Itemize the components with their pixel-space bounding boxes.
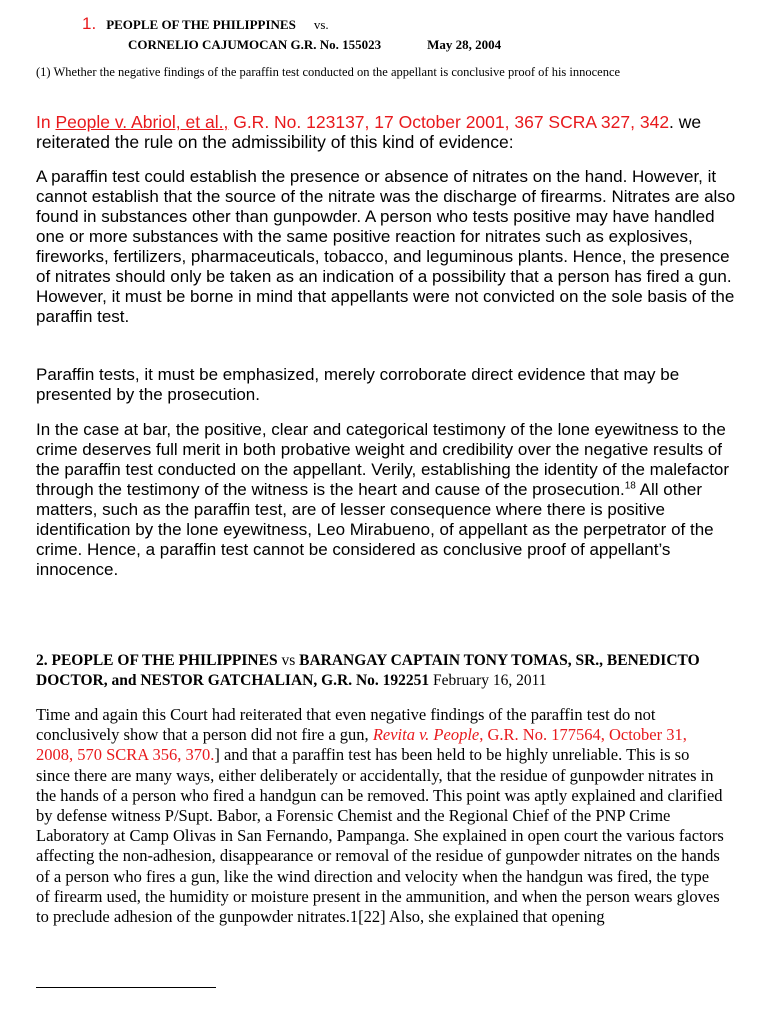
case2-date: February 16, 2011 [433, 672, 547, 689]
para3-text-c: conclusive proof of appellant’s innocence [36, 540, 671, 579]
case1-paragraph-3 [36, 420, 736, 580]
case2-number: 2. [36, 652, 48, 669]
para3-text-b: All other matters, such as the paraffin test, are of lesser consequence where there is positive identification by the lone eyewitness, Leo Mirabueno, of appellant as the perpetrator of the crime. Hence, a paraffin test cannot be considered as [36, 480, 714, 559]
citation-rest: . we reiterated the rule on the admissibility of this kind of evidence: [36, 112, 702, 152]
case1-citation-line [36, 112, 750, 152]
citation-ref: G.R. No. 123137, 17 October 2001, 367 SCRA 327, 342 [233, 112, 670, 132]
case1-paragraph-2: Paraffin tests, it must be emphasized, merely corroborate direct evidence that may be presented by the prosecution. [36, 365, 680, 404]
case2-party2: BARANGAY CAPTAIN TONY TOMAS, SR., BENEDICTO DOCTOR, and NESTOR GATCHALIAN, G.R. No. 192251 [36, 652, 700, 689]
case2-body [36, 705, 726, 927]
case1-heading [82, 14, 501, 55]
case1-date: May 28, 2004 [427, 37, 502, 52]
case2-text-b: ] and that a paraffin test has been held to be highly unreliable. This is so since there are many ways, either deliberately or accidentally, that the residue of gunpowder nitrates in the hands of a person who fired a handgun can be removed. This point was aptly explained and clarified by defense witness P/Supt. Babor, a Forensic Chemist and the Regional Chief of the PNP Crime Laboratory at Camp Olivas in San Fernando, Pampanga. She explained in open court the various factors affecting the non-adhesion, disappearance or removal of the residue of gunpowder nitrates on the hands of a person who fires a gun, like the wind direction and velocity when the handgun was fired, the type of firearm used, the humidity or moisture present in the ammunition, and when the person wears gloves to preclude adhesion of the gunpowder nitrates.1[22] Also, she explained that opening [36, 745, 724, 927]
case2-text-a: Time and again this Court had reiterated that even negative findings of the paraffin test do not conclusively show that a person did not fire a gun, [36, 705, 656, 745]
citation-case-link[interactable]: People v. Abriol, et al., [55, 112, 229, 132]
case1-party2-citation: CORNELIO CAJUMOCAN G.R. No. 155023 [128, 37, 382, 52]
para3-end: . [113, 560, 119, 579]
footnote-18[interactable]: 18 [624, 480, 636, 492]
case2-heading [36, 651, 748, 691]
para3-text-a: In the case at bar, the positive, clear and categorical testimony of the lone eyewitness to the crime deserves full merit in both probative weight and credibility over the negative results of the paraffin test conducted on the appellant. Verily, establishing the identity of the malefactor through the testimony of the witness is the heart and cause of the prosecution. [36, 420, 730, 499]
case1-number: 1. [82, 14, 97, 33]
citation-intro: In [36, 112, 51, 132]
case1-party1: PEOPLE OF THE PHILIPPINES [106, 17, 296, 32]
case1-issue: (1) Whether the negative findings of the paraffin test conducted on the appellant is conclusive proof of his innocence [36, 65, 621, 79]
footnote-divider [36, 987, 216, 988]
case1-paragraph-1: A paraffin test could establish the presence or absence of nitrates on the hand. However, it cannot establish that the source of the nitrate was the discharge of firearms. Nitrates are also found in substances other than gunpowder. A person who tests positive may have handled one or more substances with the same positive reaction for nitrates such as explosives, fireworks, fertilizers, pharmaceuticals, tobacco, and leguminous plants. Hence, the presence of nitrates should only be taken as an indication of a possibility that a person has fired a gun. However, it must be borne in mind that appellants were not convicted on the sole basis of the paraffin test. [36, 167, 736, 326]
revita-ref: , G.R. No. 177564, October 31, 2008, 570 SCRA 356, 370. [36, 725, 687, 765]
revita-case: Revita v. People [372, 725, 480, 745]
case2-party1: PEOPLE OF THE PHILIPPINES [51, 652, 278, 669]
case2-vs: vs [281, 652, 296, 669]
case1-vs: vs. [313, 17, 329, 32]
